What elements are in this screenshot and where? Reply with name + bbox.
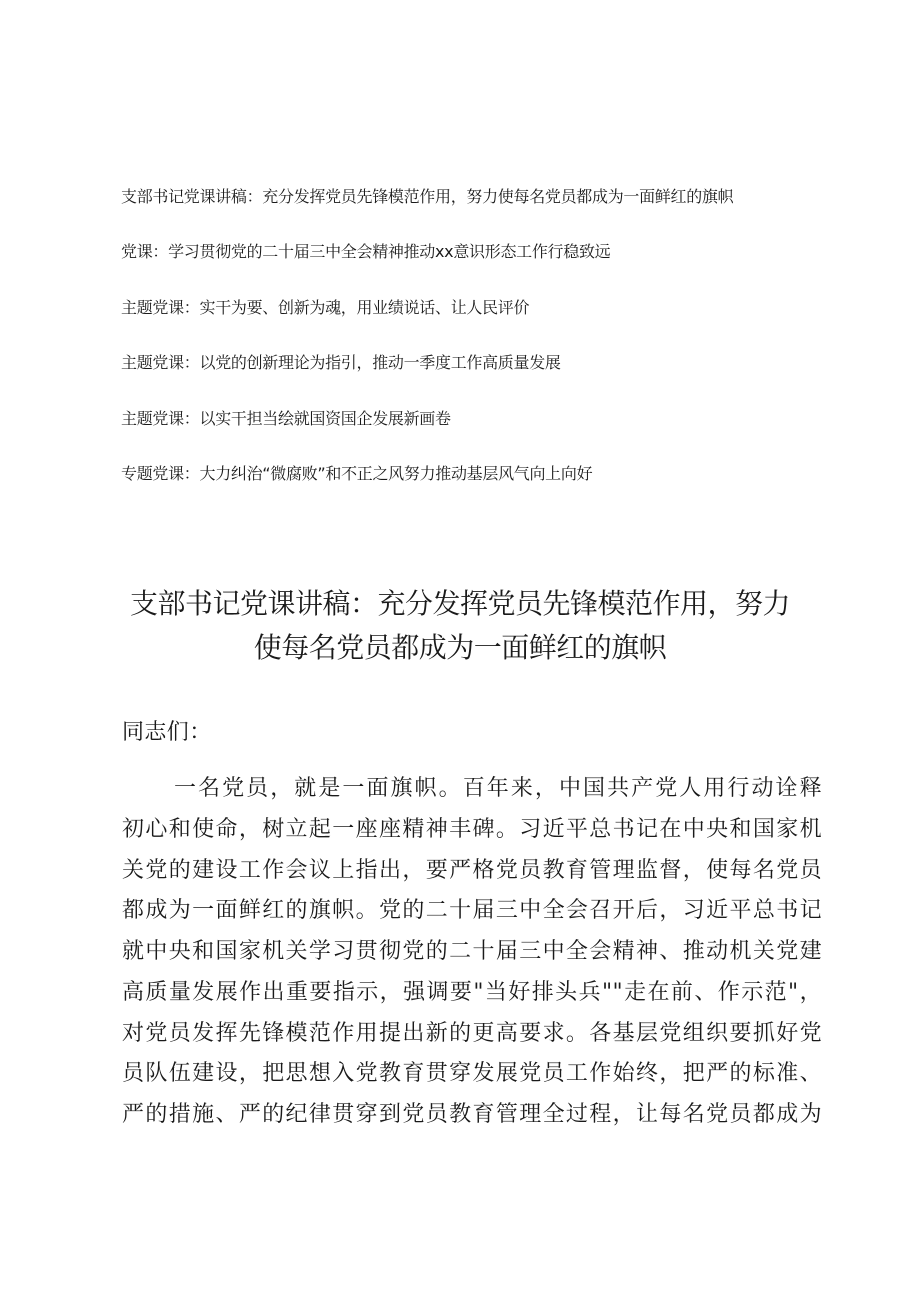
- article-body: [122, 718, 822, 1141]
- toc-item[interactable]: 主题党课：实干为要、创新为魂，用业绩说话、让人民评价: [121, 297, 530, 317]
- body-line: 严的措施、严的纪律贯穿到党员教育管理全过程，让每名党员都成为: [122, 1102, 822, 1127]
- article-title-line-1: 支部书记党课讲稿：充分发挥党员先锋模范作用，努力: [129, 587, 790, 620]
- toc-item[interactable]: 主题党课：以党的创新理论为指引，推动一季度工作高质量发展: [121, 353, 561, 373]
- toc-item[interactable]: 党课：学习贯彻党的二十届三中全会精神推动xx意识形态工作行稳致远: [121, 242, 611, 262]
- body-line: 员队伍建设，把思想入党教育贯穿发展党员工作始终，把严的标准、: [122, 1061, 822, 1087]
- body-line: 高质量发展作出重要指示，强调要"当好排头兵""走在前、作示范"，: [122, 979, 822, 1005]
- toc-item[interactable]: 主题党课：以实干担当绘就国资国企发展新画卷: [121, 408, 451, 428]
- article-title: [100, 582, 820, 670]
- body-line: 对党员发挥先锋模范作用提出新的更高要求。各基层党组织要抓好党: [122, 1020, 822, 1046]
- body-line: 关党的建设工作会议上指出，要严格党员教育管理监督，使每名党员: [122, 857, 822, 883]
- body-line: 一名党员，就是一面旗帜。百年来，中国共产党人用行动诠释: [174, 776, 822, 801]
- table-of-contents: [121, 187, 821, 519]
- body-line: 就中央和国家机关学习贯彻党的二十届三中全会精神、推动机关党建: [122, 939, 822, 964]
- body-paragraph: [122, 774, 822, 1130]
- article-title-line-2: 使每名党员都成为一面鲜红的旗帜: [253, 631, 667, 664]
- salutation: 同志们：: [122, 720, 212, 745]
- toc-item[interactable]: 支部书记党课讲稿：充分发挥党员先锋模范作用，努力使每名党员都成为一面鲜红的旗帜: [121, 187, 734, 206]
- body-line: 初心和使命，树立起一座座精神丰碑。习近平总书记在中央和国家机: [122, 816, 822, 842]
- toc-item[interactable]: 专题党课：大力纠治“微腐败”和不正之风努力推动基层风气向上向好: [121, 463, 593, 483]
- body-line: 都成为一面鲜红的旗帜。党的二十届三中全会召开后，习近平总书记: [122, 898, 822, 924]
